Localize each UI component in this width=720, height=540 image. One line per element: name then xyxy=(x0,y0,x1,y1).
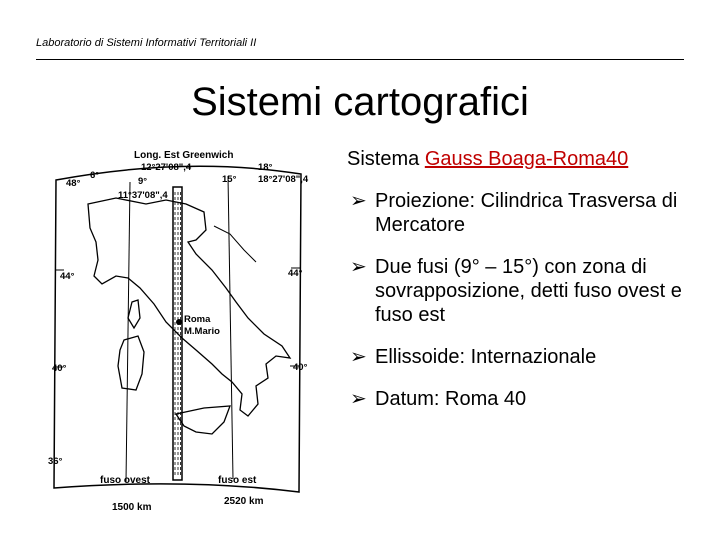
label-mmario: M.Mario xyxy=(184,326,220,337)
map-figure xyxy=(36,142,336,517)
bullet-item xyxy=(347,345,697,369)
bullet-arrow-icon: ➢ xyxy=(350,388,367,410)
slide-content xyxy=(347,147,697,429)
corsica-outline xyxy=(128,300,140,328)
label-fuso-ovest: fuso ovest xyxy=(100,475,151,486)
bullet-item xyxy=(347,387,697,411)
label-mid-top: 12°27'08",4 xyxy=(141,162,192,173)
label-km-est: 2520 km xyxy=(224,496,264,507)
bullet-text: Ellissoide: Internazionale xyxy=(375,346,597,368)
label-roma: Roma xyxy=(184,314,211,325)
label-deg18: 18° xyxy=(258,162,273,173)
sicily-outline xyxy=(176,406,230,434)
intro-line xyxy=(347,147,697,171)
bullet-arrow-icon: ➢ xyxy=(350,256,367,278)
label-long-est: Long. Est Greenwich xyxy=(134,150,234,161)
italy-projection-map xyxy=(36,142,336,517)
bullet-arrow-icon: ➢ xyxy=(350,346,367,368)
meridian-9 xyxy=(126,182,130,482)
sardinia-outline xyxy=(118,336,144,390)
bullet-text: Due fusi (9° – 15°) con zona di sovrapposizione, detti fuso ovest e fuso est xyxy=(375,256,682,326)
label-km-ovest: 1500 km xyxy=(112,502,152,513)
bullet-item xyxy=(347,189,697,237)
bullet-item xyxy=(347,255,697,327)
label-lat40-left: 40° xyxy=(52,363,67,374)
label-deg15: 15° xyxy=(222,174,237,185)
label-left-bottom: 11°37'08",4 xyxy=(118,190,168,201)
header-divider xyxy=(36,59,684,60)
label-deg6: 6° xyxy=(90,170,100,181)
label-lat44-right: 44° xyxy=(288,268,303,279)
meridian-15 xyxy=(228,176,233,479)
label-lat40-right: 40° xyxy=(293,362,308,373)
gauss-boaga-link[interactable]: Gauss Boaga-Roma40 xyxy=(424,148,629,170)
label-lat36: 36° xyxy=(48,456,63,467)
label-lat48: 48° xyxy=(66,178,81,189)
header-text: Laboratorio di Sistemi Informativi Territoriali II xyxy=(36,37,257,49)
slide-title: Sistemi cartografici xyxy=(191,80,529,124)
adriatic-coast xyxy=(214,226,256,262)
italy-mainland-outline xyxy=(88,198,290,416)
map-frame xyxy=(54,166,301,492)
label-deg9: 9° xyxy=(138,176,148,187)
bullet-arrow-icon: ➢ xyxy=(350,190,367,212)
roma-marker xyxy=(176,319,182,325)
bullet-text: Proiezione: Cilindrica Trasversa di Mercatore xyxy=(375,190,678,236)
intro-prefix: Sistema xyxy=(347,148,425,170)
label-fuso-est: fuso est xyxy=(218,475,257,486)
label-lat44-left: 44° xyxy=(60,271,75,282)
bullet-text: Datum: Roma 40 xyxy=(375,388,527,410)
label-right-top: 18°27'08",4 xyxy=(258,174,309,185)
